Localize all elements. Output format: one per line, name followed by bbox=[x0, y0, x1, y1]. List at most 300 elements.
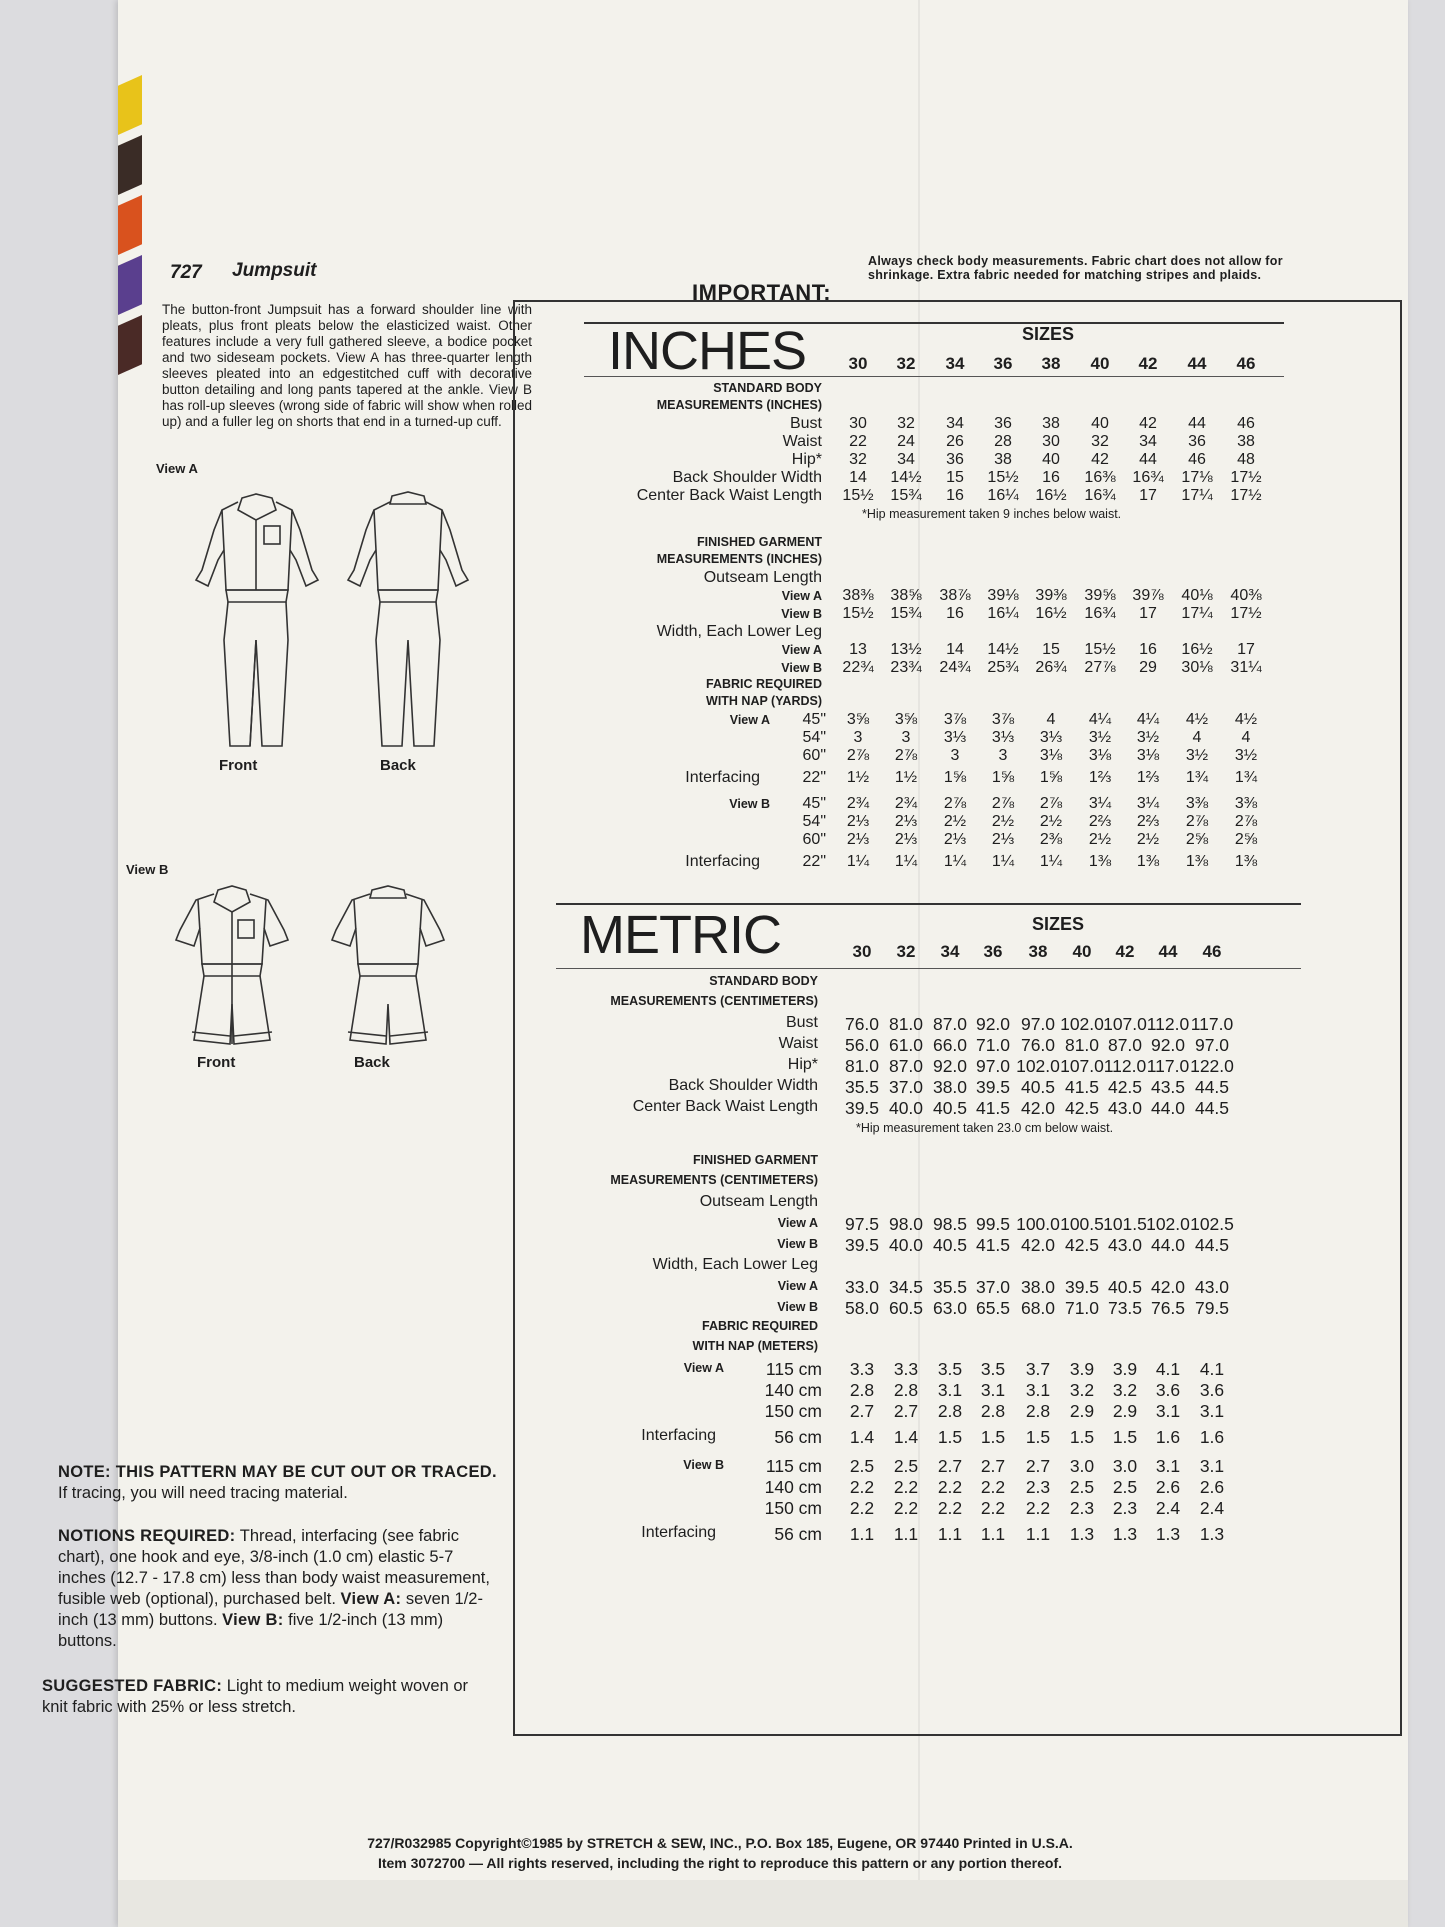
table-cell: 2.3 bbox=[1025, 1477, 1051, 1497]
row-label: Hip* bbox=[791, 451, 822, 468]
view-a-front-illustration bbox=[192, 490, 322, 752]
table-cell: 73.5 bbox=[1107, 1298, 1143, 1318]
table-cell: 3.1 bbox=[1155, 1401, 1181, 1421]
table-cell: 2.2 bbox=[1025, 1498, 1051, 1518]
table-cell: 42 bbox=[1091, 451, 1109, 468]
table-cell: 2.5 bbox=[1069, 1477, 1095, 1497]
suggested-fabric bbox=[42, 1676, 482, 1718]
table-cell: 2.2 bbox=[937, 1477, 963, 1497]
table-cell: 3⅞ bbox=[943, 711, 967, 728]
table-cell: 2⅞ bbox=[943, 795, 967, 812]
table-cell: 42.5 bbox=[1107, 1077, 1143, 1097]
table-cell: 17½ bbox=[1230, 487, 1262, 504]
table-cell: 3.6 bbox=[1199, 1380, 1225, 1400]
table-cell: 71.0 bbox=[975, 1035, 1011, 1055]
table-cell: 3⅜ bbox=[1185, 795, 1209, 812]
table-cell: 1⅔ bbox=[1136, 769, 1160, 786]
table-cell: 42.0 bbox=[1020, 1098, 1056, 1118]
inches-sizes-label: SIZES bbox=[1022, 324, 1075, 344]
color-swatch bbox=[118, 255, 142, 315]
row-label: STANDARD BODY bbox=[713, 381, 822, 395]
table-cell: 44.5 bbox=[1194, 1077, 1230, 1097]
row-label: STANDARD BODY bbox=[709, 974, 818, 988]
table-cell: 40.5 bbox=[932, 1098, 968, 1118]
table-cell: 43.0 bbox=[1107, 1098, 1143, 1118]
table-cell: 117.0 bbox=[1146, 1056, 1190, 1076]
table-cell: 3.3 bbox=[893, 1359, 919, 1379]
row-label: View A bbox=[729, 713, 770, 727]
table-cell: 23¾ bbox=[890, 659, 922, 676]
table-cell: 40.5 bbox=[1107, 1277, 1143, 1297]
fabric-width-label: 56 cm bbox=[774, 1524, 822, 1544]
table-cell: 1.5 bbox=[937, 1427, 963, 1447]
notions-view-a-body: seven 1/2-inch (13 mm) buttons. bbox=[58, 1590, 483, 1629]
table-cell: 2.2 bbox=[980, 1498, 1006, 1518]
size-column-header: 40 bbox=[1090, 354, 1110, 373]
table-cell: 3½ bbox=[1088, 729, 1112, 746]
table-cell: 87.0 bbox=[1107, 1035, 1143, 1055]
table-cell: 22¾ bbox=[842, 659, 874, 676]
style-description: The button-front Jumpsuit has a forward shoulder line with pleats, plus front pleats below the elasticized waist. Other features include a very full gathered sleeve, a bodice pocket and two sideseam pockets. View A has three-quarter length sleeves pleated into an edgestitched cuff with decorative button detailing and long pants tapered at the ankle. View B has roll-up sleeves (wrong side of fabric will show when rolled up) and a fuller leg on shorts that end in a turned-up cuff. bbox=[162, 302, 532, 429]
table-cell: 2⅓ bbox=[894, 831, 918, 848]
bottom-band bbox=[118, 1880, 1408, 1927]
table-cell: 2⅓ bbox=[991, 831, 1015, 848]
table-cell: 17 bbox=[1139, 487, 1157, 504]
table-cell: 98.5 bbox=[932, 1214, 968, 1234]
table-cell: 1.6 bbox=[1155, 1427, 1181, 1447]
table-cell: 2.4 bbox=[1155, 1498, 1181, 1518]
row-label: View B bbox=[777, 1237, 818, 1251]
table-cell: 100.0 bbox=[1016, 1214, 1060, 1234]
row-label: Interfacing bbox=[641, 1524, 716, 1541]
table-cell: 3.9 bbox=[1069, 1359, 1095, 1379]
table-cell: 1.5 bbox=[980, 1427, 1006, 1447]
table-cell: 16¼ bbox=[987, 487, 1019, 504]
table-cell: 35.5 bbox=[844, 1077, 880, 1097]
size-column-header: 30 bbox=[848, 354, 868, 373]
table-cell: 2⅞ bbox=[1185, 813, 1209, 830]
table-cell: 2.8 bbox=[893, 1380, 919, 1400]
table-cell: 3⅛ bbox=[1136, 747, 1160, 764]
table-cell: 26¾ bbox=[1035, 659, 1067, 676]
fabric-width-label: 150 cm bbox=[764, 1498, 822, 1518]
view-a-label: View A bbox=[156, 461, 198, 476]
table-cell: 32 bbox=[1091, 433, 1109, 450]
table-cell: 2⅔ bbox=[1088, 813, 1112, 830]
table-cell: 107.0 bbox=[1060, 1056, 1104, 1076]
table-cell: 16 bbox=[946, 487, 964, 504]
row-label: View A bbox=[683, 1361, 724, 1375]
table-cell: 39⅞ bbox=[1132, 587, 1164, 604]
fabric-width-label: 22" bbox=[802, 853, 826, 870]
fabric-width-label: 115 cm bbox=[765, 1359, 822, 1379]
table-cell: 16½ bbox=[1035, 487, 1067, 504]
size-column-header: 36 bbox=[983, 942, 1003, 961]
table-cell: 1⅜ bbox=[1136, 853, 1160, 870]
table-cell: 76.0 bbox=[1020, 1035, 1056, 1055]
table-cell: 1⅝ bbox=[1039, 769, 1063, 786]
row-label: Bust bbox=[785, 1014, 818, 1031]
row-label: View B bbox=[683, 1458, 724, 1472]
table-cell: 30⅛ bbox=[1181, 659, 1213, 676]
table-cell: 1.3 bbox=[1155, 1524, 1181, 1544]
table-cell: 40⅛ bbox=[1181, 587, 1213, 604]
table-cell: 38 bbox=[994, 451, 1012, 468]
notions-view-b-heading: View B: bbox=[222, 1611, 284, 1629]
table-cell: 1.3 bbox=[1112, 1524, 1138, 1544]
table-cell: 2.7 bbox=[1025, 1456, 1051, 1476]
table-cell: 15¾ bbox=[890, 605, 922, 622]
table-cell: 28 bbox=[994, 433, 1012, 450]
table-cell: 1¼ bbox=[943, 853, 967, 870]
table-cell: 16¼ bbox=[987, 605, 1019, 622]
table-cell: 29 bbox=[1139, 659, 1157, 676]
fabric-width-label: 56 cm bbox=[774, 1427, 822, 1447]
table-cell: 3⅛ bbox=[1088, 747, 1112, 764]
inches-header-rule bbox=[584, 376, 1284, 377]
size-column-header: 40 bbox=[1072, 942, 1092, 961]
table-cell: 3 bbox=[950, 747, 960, 764]
table-cell: 38 bbox=[1237, 433, 1255, 450]
size-column-header: 42 bbox=[1115, 942, 1135, 961]
row-label: Width, Each Lower Leg bbox=[652, 1256, 818, 1273]
row-label: Waist bbox=[782, 433, 822, 450]
hip-footnote: *Hip measurement taken 9 inches below waist. bbox=[862, 507, 1122, 521]
view-b-front-label: Front bbox=[197, 1054, 236, 1071]
table-cell: 3 bbox=[853, 729, 863, 746]
table-cell: 1½ bbox=[894, 769, 918, 786]
table-cell: 2⅝ bbox=[1234, 831, 1258, 848]
size-column-header: 38 bbox=[1028, 942, 1048, 961]
table-cell: 40.5 bbox=[932, 1235, 968, 1255]
table-cell: 1⅜ bbox=[1088, 853, 1112, 870]
table-cell: 2.7 bbox=[980, 1456, 1006, 1476]
row-label: MEASUREMENTS (INCHES) bbox=[656, 398, 822, 412]
table-cell: 38.0 bbox=[1020, 1277, 1056, 1297]
fabric-width-label: 115 cm bbox=[765, 1456, 822, 1476]
row-label: FINISHED GARMENT bbox=[697, 535, 822, 549]
table-cell: 26 bbox=[946, 433, 964, 450]
table-cell: 76.0 bbox=[844, 1014, 880, 1034]
table-cell: 16 bbox=[946, 605, 964, 622]
table-cell: 35.5 bbox=[932, 1277, 968, 1297]
table-cell: 4¼ bbox=[1088, 711, 1112, 728]
table-cell: 48 bbox=[1237, 451, 1255, 468]
table-cell: 43.0 bbox=[1194, 1277, 1230, 1297]
table-cell: 100.5 bbox=[1060, 1214, 1104, 1234]
table-cell: 15 bbox=[1042, 641, 1060, 658]
row-label: WITH NAP (YARDS) bbox=[706, 694, 822, 708]
row-label: Outseam Length bbox=[703, 569, 822, 586]
table-cell: 3⅓ bbox=[1039, 729, 1063, 746]
note-heading: NOTE: THIS PATTERN MAY BE CUT OUT OR TRACED. bbox=[58, 1463, 497, 1481]
row-label: View B bbox=[777, 1300, 818, 1314]
table-cell: 3¼ bbox=[1088, 795, 1112, 812]
table-cell: 2⅔ bbox=[1136, 813, 1160, 830]
fabric-width-label: 140 cm bbox=[764, 1477, 822, 1497]
table-cell: 3.1 bbox=[937, 1380, 963, 1400]
row-label: Hip* bbox=[787, 1056, 818, 1073]
size-column-header: 32 bbox=[896, 942, 916, 961]
table-cell: 87.0 bbox=[888, 1056, 924, 1076]
table-cell: 17⅛ bbox=[1181, 469, 1213, 486]
table-cell: 44 bbox=[1139, 451, 1157, 468]
notions-heading: NOTIONS REQUIRED: bbox=[58, 1527, 236, 1545]
table-cell: 2.4 bbox=[1199, 1498, 1225, 1518]
row-label: Back Shoulder Width bbox=[668, 1077, 818, 1094]
table-cell: 4 bbox=[1241, 729, 1251, 746]
table-cell: 1.6 bbox=[1199, 1427, 1225, 1447]
table-cell: 17¼ bbox=[1181, 487, 1213, 504]
table-cell: 2.2 bbox=[937, 1498, 963, 1518]
important-label: IMPORTANT: bbox=[692, 280, 832, 305]
size-column-header: 44 bbox=[1187, 354, 1207, 373]
row-label: View B bbox=[781, 607, 822, 621]
table-cell: 112.0 bbox=[1146, 1014, 1190, 1034]
size-column-header: 46 bbox=[1202, 942, 1222, 961]
table-cell: 2.8 bbox=[980, 1401, 1006, 1421]
row-label: MEASUREMENTS (CENTIMETERS) bbox=[610, 1173, 818, 1187]
table-cell: 38 bbox=[1042, 415, 1060, 432]
table-cell: 102.5 bbox=[1190, 1214, 1234, 1234]
table-cell: 1.1 bbox=[980, 1524, 1006, 1544]
table-cell: 40⅜ bbox=[1230, 587, 1262, 604]
row-label: Interfacing bbox=[641, 1427, 716, 1444]
table-cell: 3⅝ bbox=[894, 711, 918, 728]
note-cut-or-trace bbox=[58, 1462, 498, 1504]
table-cell: 33.0 bbox=[844, 1277, 880, 1297]
table-cell: 3⅛ bbox=[1039, 747, 1063, 764]
table-cell: 66.0 bbox=[932, 1035, 968, 1055]
table-cell: 81.0 bbox=[1064, 1035, 1100, 1055]
table-cell: 1.1 bbox=[893, 1524, 919, 1544]
table-cell: 76.5 bbox=[1150, 1298, 1186, 1318]
row-label: Waist bbox=[778, 1035, 818, 1052]
table-cell: 3⅞ bbox=[991, 711, 1015, 728]
table-cell: 61.0 bbox=[888, 1035, 924, 1055]
important-note: Always check body measurements. Fabric chart does not allow for shrinkage. Extra fabric needed for matching stripes and plaids. bbox=[868, 254, 1283, 282]
table-cell: 3¼ bbox=[1136, 795, 1160, 812]
table-cell: 41.5 bbox=[975, 1098, 1011, 1118]
table-cell: 44.0 bbox=[1150, 1098, 1186, 1118]
table-cell: 81.0 bbox=[888, 1014, 924, 1034]
row-label: FABRIC REQUIRED bbox=[706, 677, 822, 691]
table-cell: 3.1 bbox=[1199, 1456, 1225, 1476]
table-cell: 2⅞ bbox=[991, 795, 1015, 812]
table-cell: 99.5 bbox=[975, 1214, 1011, 1234]
table-cell: 3.7 bbox=[1025, 1359, 1051, 1379]
table-cell: 42 bbox=[1139, 415, 1157, 432]
table-cell: 2¾ bbox=[894, 795, 918, 812]
table-cell: 15½ bbox=[842, 487, 874, 504]
table-cell: 34 bbox=[897, 451, 915, 468]
table-cell: 16¾ bbox=[1084, 605, 1116, 622]
table-cell: 122.0 bbox=[1190, 1056, 1234, 1076]
table-cell: 3⅓ bbox=[943, 729, 967, 746]
color-swatch bbox=[118, 75, 142, 135]
color-swatch bbox=[118, 315, 142, 375]
table-cell: 2¾ bbox=[846, 795, 870, 812]
table-cell: 34.5 bbox=[888, 1277, 924, 1297]
row-label: View B bbox=[729, 797, 770, 811]
table-cell: 1.1 bbox=[1025, 1524, 1051, 1544]
table-cell: 2.7 bbox=[893, 1401, 919, 1421]
table-cell: 2.8 bbox=[937, 1401, 963, 1421]
table-cell: 2.7 bbox=[849, 1401, 875, 1421]
row-label: Bust bbox=[789, 415, 822, 432]
table-cell: 3.5 bbox=[980, 1359, 1006, 1379]
fabric-width-label: 140 cm bbox=[764, 1380, 822, 1400]
table-cell: 3.2 bbox=[1112, 1380, 1138, 1400]
table-cell: 1.4 bbox=[849, 1427, 875, 1447]
table-cell: 36 bbox=[946, 451, 964, 468]
table-cell: 44.0 bbox=[1150, 1235, 1186, 1255]
table-cell: 4 bbox=[1046, 711, 1056, 728]
inches-title: INCHES bbox=[608, 321, 807, 381]
table-cell: 101.5 bbox=[1103, 1214, 1147, 1234]
table-cell: 30 bbox=[849, 415, 867, 432]
table-cell: 14½ bbox=[890, 469, 922, 486]
row-label: WITH NAP (METERS) bbox=[692, 1339, 818, 1353]
fabric-width-label: 60" bbox=[802, 831, 826, 848]
table-cell: 2⅓ bbox=[846, 813, 870, 830]
table-cell: 40.0 bbox=[888, 1098, 924, 1118]
table-cell: 1⅝ bbox=[991, 769, 1015, 786]
table-cell: 3⅓ bbox=[991, 729, 1015, 746]
table-cell: 2.9 bbox=[1069, 1401, 1095, 1421]
table-cell: 92.0 bbox=[932, 1056, 968, 1076]
size-column-header: 38 bbox=[1041, 354, 1061, 373]
table-cell: 2⅞ bbox=[894, 747, 918, 764]
copyright-line: 727/R032985 Copyright©1985 by STRETCH & SEW, INC., P.O. Box 185, Eugene, OR 97440 Printed in U.S.A. bbox=[367, 1835, 1073, 1851]
row-label: Outseam Length bbox=[699, 1193, 818, 1210]
table-cell: 42.0 bbox=[1020, 1235, 1056, 1255]
table-cell: 36 bbox=[1188, 433, 1206, 450]
table-cell: 98.0 bbox=[888, 1214, 924, 1234]
size-column-header: 42 bbox=[1138, 354, 1158, 373]
table-cell: 42.0 bbox=[1150, 1277, 1186, 1297]
size-column-header: 46 bbox=[1236, 354, 1256, 373]
table-cell: 2.2 bbox=[893, 1498, 919, 1518]
table-cell: 46 bbox=[1188, 451, 1206, 468]
size-column-header: 32 bbox=[896, 354, 916, 373]
fabric-width-label: 54" bbox=[802, 813, 826, 830]
color-swatch bbox=[118, 195, 142, 255]
table-cell: 97.0 bbox=[975, 1056, 1011, 1076]
table-cell: 2.2 bbox=[893, 1477, 919, 1497]
table-cell: 39⅛ bbox=[987, 587, 1019, 604]
row-label: MEASUREMENTS (CENTIMETERS) bbox=[610, 994, 818, 1008]
table-cell: 97.0 bbox=[1020, 1014, 1056, 1034]
table-cell: 17½ bbox=[1230, 469, 1262, 486]
size-column-header: 44 bbox=[1158, 942, 1178, 961]
table-cell: 97.0 bbox=[1194, 1035, 1230, 1055]
table-cell: 3 bbox=[998, 747, 1008, 764]
table-cell: 39.5 bbox=[1064, 1277, 1100, 1297]
table-cell: 40 bbox=[1091, 415, 1109, 432]
size-column-header: 34 bbox=[940, 942, 960, 961]
table-cell: 2.5 bbox=[893, 1456, 919, 1476]
table-cell: 4.1 bbox=[1199, 1359, 1225, 1379]
table-cell: 15½ bbox=[842, 605, 874, 622]
table-cell: 2.9 bbox=[1112, 1401, 1138, 1421]
table-cell: 4¼ bbox=[1136, 711, 1160, 728]
color-swatch bbox=[118, 135, 142, 195]
row-label: FINISHED GARMENT bbox=[693, 1153, 818, 1167]
row-label: Center Back Waist Length bbox=[636, 487, 822, 504]
row-label: MEASUREMENTS (INCHES) bbox=[656, 552, 822, 566]
table-cell: 58.0 bbox=[844, 1298, 880, 1318]
table-cell: 16⅜ bbox=[1084, 469, 1116, 486]
notions-required bbox=[58, 1526, 498, 1652]
table-cell: 16 bbox=[1042, 469, 1060, 486]
table-cell: 37.0 bbox=[975, 1277, 1011, 1297]
table-cell: 1¾ bbox=[1234, 769, 1258, 786]
table-cell: 1.4 bbox=[893, 1427, 919, 1447]
fabric-width-label: 45" bbox=[802, 795, 826, 812]
table-cell: 79.5 bbox=[1194, 1298, 1230, 1318]
table-cell: 71.0 bbox=[1064, 1298, 1100, 1318]
table-cell: 1.3 bbox=[1069, 1524, 1095, 1544]
view-b-label: View B bbox=[126, 862, 169, 877]
table-cell: 107.0 bbox=[1103, 1014, 1147, 1034]
table-cell: 2½ bbox=[1136, 831, 1160, 848]
table-cell: 56.0 bbox=[844, 1035, 880, 1055]
size-column-header: 34 bbox=[945, 354, 965, 373]
table-cell: 3.0 bbox=[1112, 1456, 1138, 1476]
table-cell: 2.2 bbox=[849, 1477, 875, 1497]
table-cell: 1.5 bbox=[1069, 1427, 1095, 1447]
table-cell: 1⅜ bbox=[1234, 853, 1258, 870]
table-cell: 3½ bbox=[1136, 729, 1160, 746]
table-cell: 43.0 bbox=[1107, 1235, 1143, 1255]
table-cell: 2.7 bbox=[937, 1456, 963, 1476]
table-cell: 2.6 bbox=[1199, 1477, 1225, 1497]
table-cell: 15¾ bbox=[890, 487, 922, 504]
fabric-heading: SUGGESTED FABRIC: bbox=[42, 1677, 223, 1695]
table-cell: 14 bbox=[946, 641, 964, 658]
table-cell: 1.1 bbox=[937, 1524, 963, 1544]
table-cell: 1.5 bbox=[1112, 1427, 1138, 1447]
table-cell: 40.5 bbox=[1020, 1077, 1056, 1097]
view-a-back-illustration bbox=[344, 490, 474, 752]
table-cell: 44.5 bbox=[1194, 1235, 1230, 1255]
fabric-width-label: 60" bbox=[802, 747, 826, 764]
table-cell: 1¼ bbox=[1039, 853, 1063, 870]
table-cell: 24¾ bbox=[939, 659, 971, 676]
table-cell: 2.5 bbox=[849, 1456, 875, 1476]
table-cell: 16¾ bbox=[1084, 487, 1116, 504]
table-cell: 1¾ bbox=[1185, 769, 1209, 786]
table-cell: 14 bbox=[849, 469, 867, 486]
table-cell: 2⅓ bbox=[943, 831, 967, 848]
table-cell: 92.0 bbox=[1150, 1035, 1186, 1055]
table-cell: 112.0 bbox=[1103, 1056, 1147, 1076]
table-cell: 15½ bbox=[987, 469, 1019, 486]
table-cell: 2.8 bbox=[1025, 1401, 1051, 1421]
table-cell: 3.6 bbox=[1155, 1380, 1181, 1400]
table-cell: 117.0 bbox=[1190, 1014, 1234, 1034]
table-cell: 38.0 bbox=[932, 1077, 968, 1097]
table-cell: 39.5 bbox=[844, 1098, 880, 1118]
view-b-front-illustration bbox=[172, 884, 292, 1050]
table-cell: 1¼ bbox=[894, 853, 918, 870]
table-cell: 1⅔ bbox=[1088, 769, 1112, 786]
fabric-width-label: 45" bbox=[802, 711, 826, 728]
table-cell: 102.0 bbox=[1146, 1214, 1190, 1234]
table-cell: 16½ bbox=[1181, 641, 1213, 658]
table-cell: 2⅝ bbox=[1185, 831, 1209, 848]
